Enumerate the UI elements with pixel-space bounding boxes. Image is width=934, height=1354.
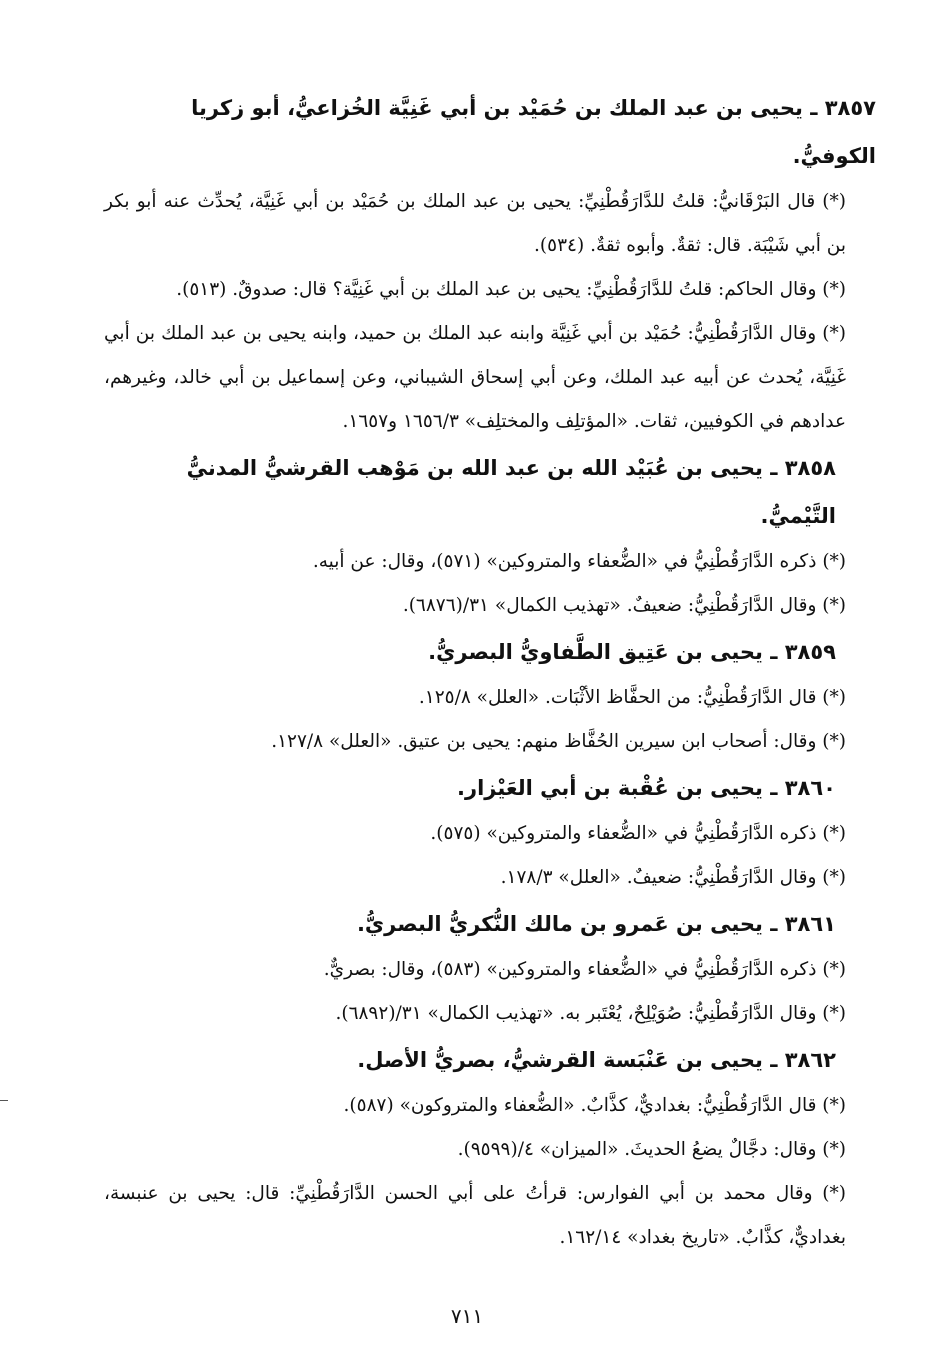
entry-paragraph: (*) قال الدَّارَقُطْنِيُّ: بغداديٌّ، كذَّابٌ. «الضُّعفاء والمتروكون» (٥٨٧). (343, 1095, 846, 1116)
entry-3857 (104, 84, 876, 444)
entry-paragraph: (*) ذكره الدَّارَقُطْنِيُّ في «الضُّعفاء والمتروكين» (٥٧١)، وقال: عن أبيه. (312, 551, 846, 572)
entry-3860 (104, 764, 876, 900)
margin-mark (0, 1100, 8, 1101)
entry-heading: ٣٨٥٧ ـ يحيى بن عبد الملك بن حُمَيْد بن أبي غَنِيَّة الخُزاعيُّ، أبو زكريا الكوفيُّ. (191, 96, 876, 168)
entry-heading: ٣٨٦٠ ـ يحيى بن عُقْبة بن أبي العَيْزار. (457, 776, 836, 800)
entry-3859 (104, 628, 876, 764)
entry-heading: ٣٨٦١ ـ يحيى بن عَمرو بن مالك النُّكريُّ البصريُّ. (356, 912, 836, 936)
entry-paragraph: (*) وقال: دجَّالٌ يضعُ الحديثَ. «الميزان» ٤/(٩٥٩٩). (457, 1139, 846, 1160)
entry-heading: ٣٨٦٢ ـ يحيى بن عَنْبَسة القرشيُّ، بصريُّ الأصل. (357, 1048, 836, 1072)
entry-paragraph: (*) وقال محمد بن أبي الفوارس: قرأتُ على أبي الحسن الدَّارَقُطْنِيِّ: قال: يحيى بن عنبسة، بغداديٌّ، كذَّابٌ. «تاريخ بغداد» ١٦٢/١٤. (104, 1183, 846, 1248)
entry-3861 (104, 900, 876, 1036)
entry-heading: ٣٨٥٨ ـ يحيى بن عُبَيْد الله بن عبد الله بن مَوْهب القرشيُّ المدنيُّ التَّيْميُّ. (186, 456, 836, 528)
entry-paragraph: (*) وقال الدَّارَقُطْنِيُّ: ضعيفٌ. «العلل» ١٧٨/٣. (500, 867, 846, 888)
entry-paragraph: (*) ذكره الدَّارَقُطْنِيُّ في «الضُّعفاء والمتروكين» (٥٨٣)، وقال: بصريٌّ. (323, 959, 846, 980)
entry-paragraph: (*) وقال: أصحاب ابن سيرين الحُفَّاظ منهم: يحيى بن عتيق. «العلل» ١٢٧/٨. (271, 731, 846, 752)
page-number: ٧١١ (450, 1304, 484, 1328)
entry-heading: ٣٨٥٩ ـ يحيى بن عَتِيق الطَّفاويُّ البصريُّ. (428, 640, 836, 664)
entry-paragraph: (*) قال البَرْقَانيُّ: قلتُ للدَّارَقُطْنِيِّ: يحيى بن عبد الملك بن حُمَيْد بن أبي غَنِيَّة، يُحدِّث عنه أبو بكر بن أبي شَيْبَة. قال: ثقةٌ. وأبوه ثقةٌ. (٥٣٤). (104, 191, 846, 256)
entry-3862 (104, 1036, 876, 1260)
entry-paragraph: (*) ذكره الدَّارَقُطْنِيُّ في «الضُّعفاء والمتروكين» (٥٧٥). (430, 823, 846, 844)
entry-3858 (104, 444, 876, 628)
entry-paragraph: (*) وقال الدَّارَقُطْنِيُّ: ضعيفٌ. «تهذيب الكمال» ٣١/(٦٨٧٦). (402, 595, 846, 616)
entry-paragraph: (*) وقال الدَّارَقُطْنِيُّ: صُوَيْلِحٌ، يُعْتَبر به. «تهذيب الكمال» ٣١/(٦٨٩٢). (335, 1003, 846, 1024)
entry-paragraph: (*) قال الدَّارَقُطْنِيُّ: من الحفَّاظ الأثْبَات. «العلل» ١٢٥/٨. (418, 687, 846, 708)
entry-paragraph: (*) وقال الحاكم: قلتُ للدَّارَقُطْنِيِّ: يحيى بن عبد الملك بن أبي غَنِيَّة؟ قال: صدوقٌ. (٥١٣). (176, 279, 846, 300)
entry-paragraph: (*) وقال الدَّارَقُطْنِيُّ: حُمَيْد بن أبي غَنِيَّة وابنه عبد الملك بن حميد، وابنه يحيى بن عبد الملك بن أبي غَنِيَّة، يُحدث عن أبيه عبد الملك، وعن أبي إسحاق الشيباني، وعن إسماعيل بن أبي خالد، وغيرهم، عدادهم في الكوفيين، ثقات. «المؤتلِف والمختلِف» ١٦٥٦/٣ و١٦٥٧. (104, 323, 846, 432)
